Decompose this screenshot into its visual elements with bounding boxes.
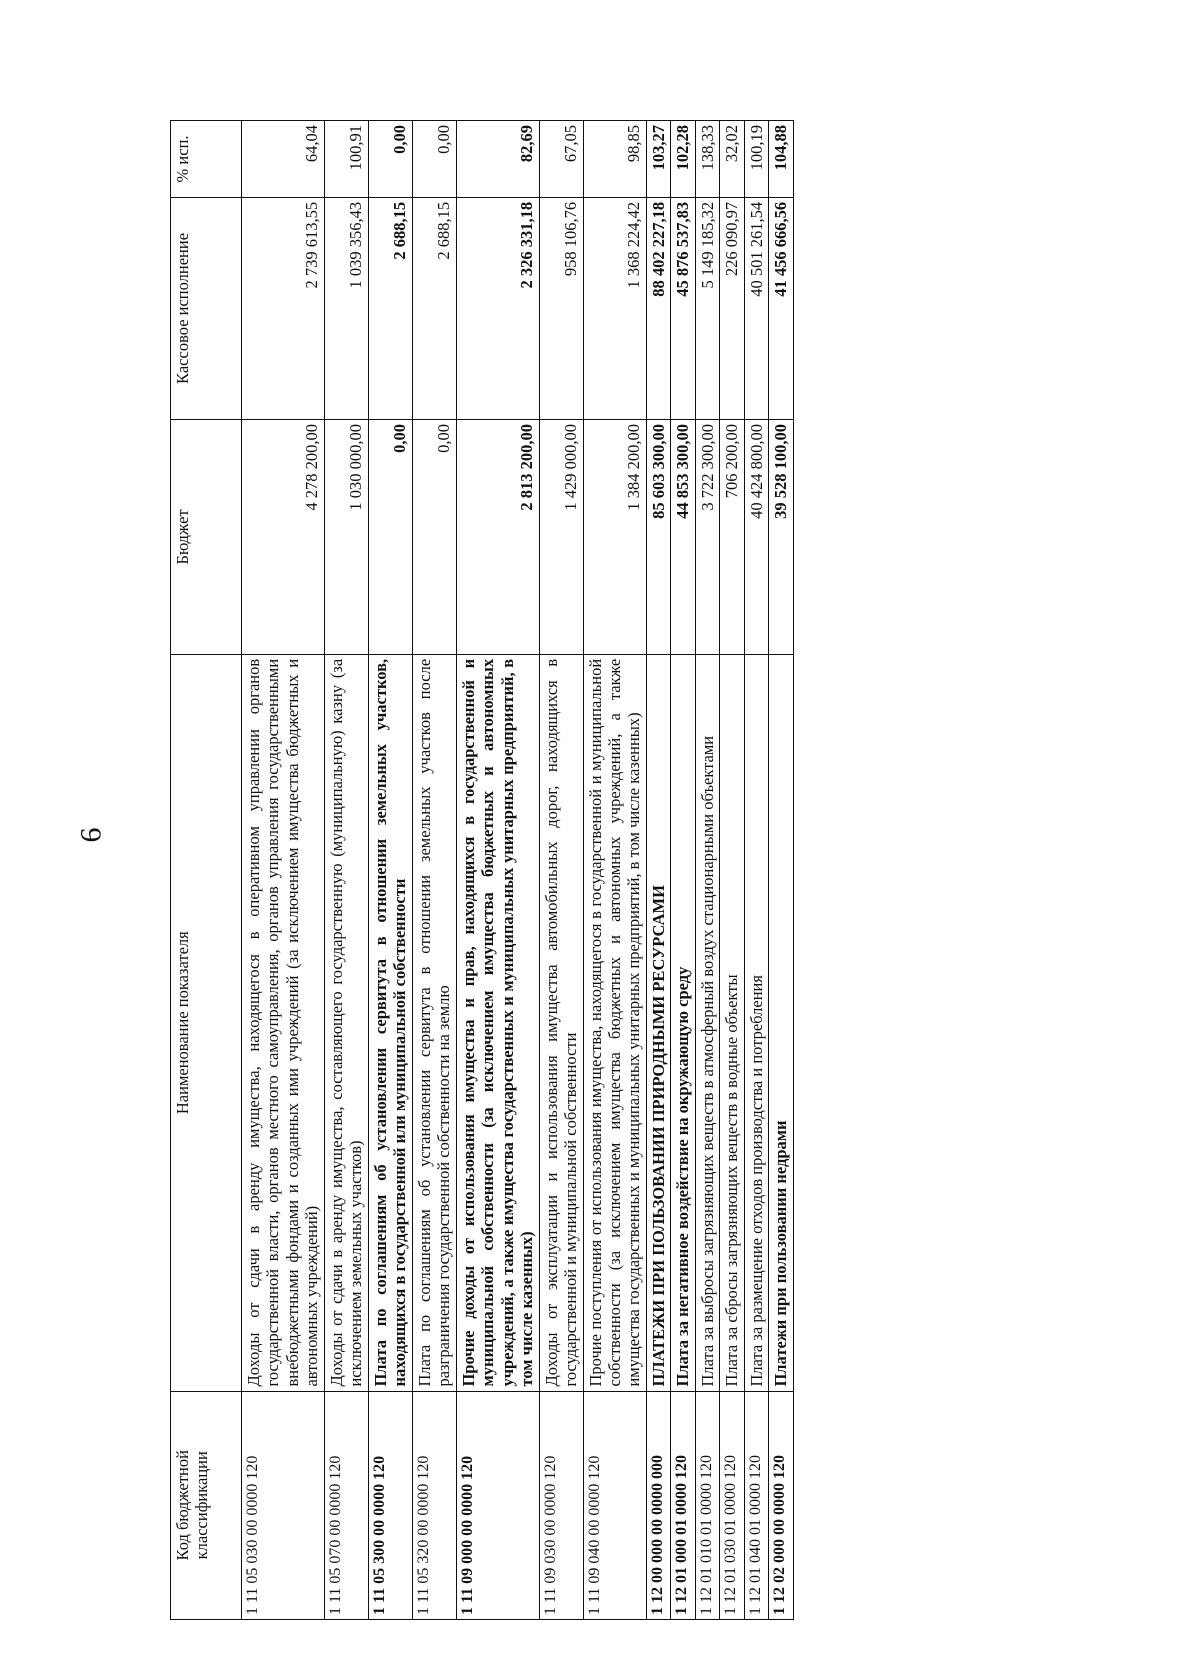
cell-code: 1 11 09 040 00 0000 120 (583, 1391, 646, 1619)
cell-budget: 2 813 200,00 (456, 419, 539, 654)
table-row (324, 121, 368, 1620)
cell-percent: 0,00 (368, 121, 412, 198)
cell-percent: 32,02 (720, 121, 744, 198)
cell-percent: 64,04 (242, 121, 325, 198)
cell-budget: 1 429 000,00 (539, 419, 583, 654)
table-row (368, 121, 412, 1620)
cell-execution: 45 876 537,83 (671, 197, 695, 419)
cell-execution: 40 501 261,54 (744, 197, 768, 419)
cell-execution: 2 326 331,18 (456, 197, 539, 419)
cell-code: 1 11 05 030 00 0000 120 (242, 1391, 325, 1619)
cell-execution: 2 688,15 (412, 197, 456, 419)
cell-budget: 0,00 (412, 419, 456, 654)
cell-name: Доходы от сдачи в аренду имущества, составляющего государственную (муниципальную) казну (за исключением земельных участков) (324, 654, 368, 1391)
cell-execution: 2 739 613,55 (242, 197, 325, 419)
cell-percent: 138,33 (695, 121, 719, 198)
cell-percent: 100,91 (324, 121, 368, 198)
cell-name: Доходы от сдачи в аренду имущества, находящегося в оперативном управлении органов государственной власти, органов местного самоуправления, органов управления государственными внебюджетными фондами и созданных ими учреждений (за исключением имущества бюджетных и автономных учреждений) (242, 654, 325, 1391)
cell-execution: 2 688,15 (368, 197, 412, 419)
cell-execution: 41 456 666,56 (769, 197, 793, 419)
cell-name: Прочие поступления от использования имущества, находящегося в государственной и муниципальной собственности (за исключением имущества бюджетных и автономных учреждений, а также имущества государственных и муниципальных унитарных предприятий, в том числе казенных) (583, 654, 646, 1391)
header-code: Код бюджетной классификации (171, 1391, 242, 1619)
cell-name: Доходы от эксплуатации и использования имущества автомобильных дорог, находящихся в государственной и муниципальной собственности (539, 654, 583, 1391)
table-row (583, 121, 646, 1620)
cell-name: Плата по соглашениям об установлении сервитута в отношении земельных участков, находящихся в государственной или муниципальной собственности (368, 654, 412, 1391)
header-execution: Кассовое исполнение (171, 197, 242, 419)
header-budget: Бюджет (171, 419, 242, 654)
table-row (744, 121, 768, 1620)
cell-name: Платежи при пользовании недрами (769, 654, 793, 1391)
cell-name: Плата за негативное воздействие на окружающую среду (671, 654, 695, 1391)
cell-code: 1 12 00 000 00 0000 000 (646, 1391, 670, 1619)
cell-budget: 40 424 800,00 (744, 419, 768, 654)
cell-percent: 82,69 (456, 121, 539, 198)
cell-name: Плата за выбросы загрязняющих веществ в атмосферный воздух стационарными объектами (695, 654, 719, 1391)
cell-name: Плата за сбросы загрязняющих веществ в водные объекты (720, 654, 744, 1391)
cell-code: 1 11 05 300 00 0000 120 (368, 1391, 412, 1619)
cell-name: ПЛАТЕЖИ ПРИ ПОЛЬЗОВАНИИ ПРИРОДНЫМИ РЕСУРСАМИ (646, 654, 670, 1391)
cell-execution: 1 039 356,43 (324, 197, 368, 419)
cell-budget: 39 528 100,00 (769, 419, 793, 654)
cell-budget: 706 200,00 (720, 419, 744, 654)
cell-percent: 103,27 (646, 121, 670, 198)
cell-code: 1 11 09 000 00 0000 120 (456, 1391, 539, 1619)
cell-code: 1 12 02 000 00 0000 120 (769, 1391, 793, 1619)
cell-code: 1 12 01 010 01 0000 120 (695, 1391, 719, 1619)
cell-execution: 226 090,97 (720, 197, 744, 419)
cell-code: 1 12 01 040 01 0000 120 (744, 1391, 768, 1619)
budget-table (170, 120, 794, 1620)
cell-percent: 104,88 (769, 121, 793, 198)
header-name: Наименование показателя (171, 654, 242, 1391)
cell-budget: 0,00 (368, 419, 412, 654)
table-row (769, 121, 793, 1620)
header-percent: % исп. (171, 121, 242, 198)
cell-budget: 4 278 200,00 (242, 419, 325, 654)
table-row (242, 121, 325, 1620)
cell-code: 1 12 01 030 01 0000 120 (720, 1391, 744, 1619)
cell-name: Плата по соглашениям об установлении сервитута в отношении земельных участков после разграничения государственной собственности на землю (412, 654, 456, 1391)
cell-code: 1 12 01 000 01 0000 120 (671, 1391, 695, 1619)
cell-execution: 88 402 227,18 (646, 197, 670, 419)
cell-budget: 44 853 300,00 (671, 419, 695, 654)
cell-budget: 1 030 000,00 (324, 419, 368, 654)
table-row (720, 121, 744, 1620)
table-row (671, 121, 695, 1620)
cell-execution: 1 368 224,42 (583, 197, 646, 419)
cell-code: 1 11 05 070 00 0000 120 (324, 1391, 368, 1619)
cell-percent: 102,28 (671, 121, 695, 198)
cell-name: Прочие доходы от использования имущества и прав, находящихся в государственной и муниципальной собственности (за исключением имущества бюджетных и автономных учреждений, а также имущества государственных и муниципальных унитарных предприятий, в том числе казенных) (456, 654, 539, 1391)
cell-code: 1 11 09 030 00 0000 120 (539, 1391, 583, 1619)
cell-execution: 5 149 185,32 (695, 197, 719, 419)
cell-budget: 3 722 300,00 (695, 419, 719, 654)
cell-execution: 958 106,76 (539, 197, 583, 419)
table-row (539, 121, 583, 1620)
cell-code: 1 11 05 320 00 0000 120 (412, 1391, 456, 1619)
cell-budget: 1 384 200,00 (583, 419, 646, 654)
cell-name: Плата за размещение отходов производства и потребления (744, 654, 768, 1391)
table-row (695, 121, 719, 1620)
rotated-table-frame (170, 120, 1040, 1620)
table-row (646, 121, 670, 1620)
cell-percent: 98,85 (583, 121, 646, 198)
cell-percent: 0,00 (412, 121, 456, 198)
cell-percent: 67,05 (539, 121, 583, 198)
cell-percent: 100,19 (744, 121, 768, 198)
table-row (456, 121, 539, 1620)
page-number: 6 (74, 827, 108, 843)
table-row (412, 121, 456, 1620)
table-header-row (171, 121, 242, 1620)
cell-budget: 85 603 300,00 (646, 419, 670, 654)
